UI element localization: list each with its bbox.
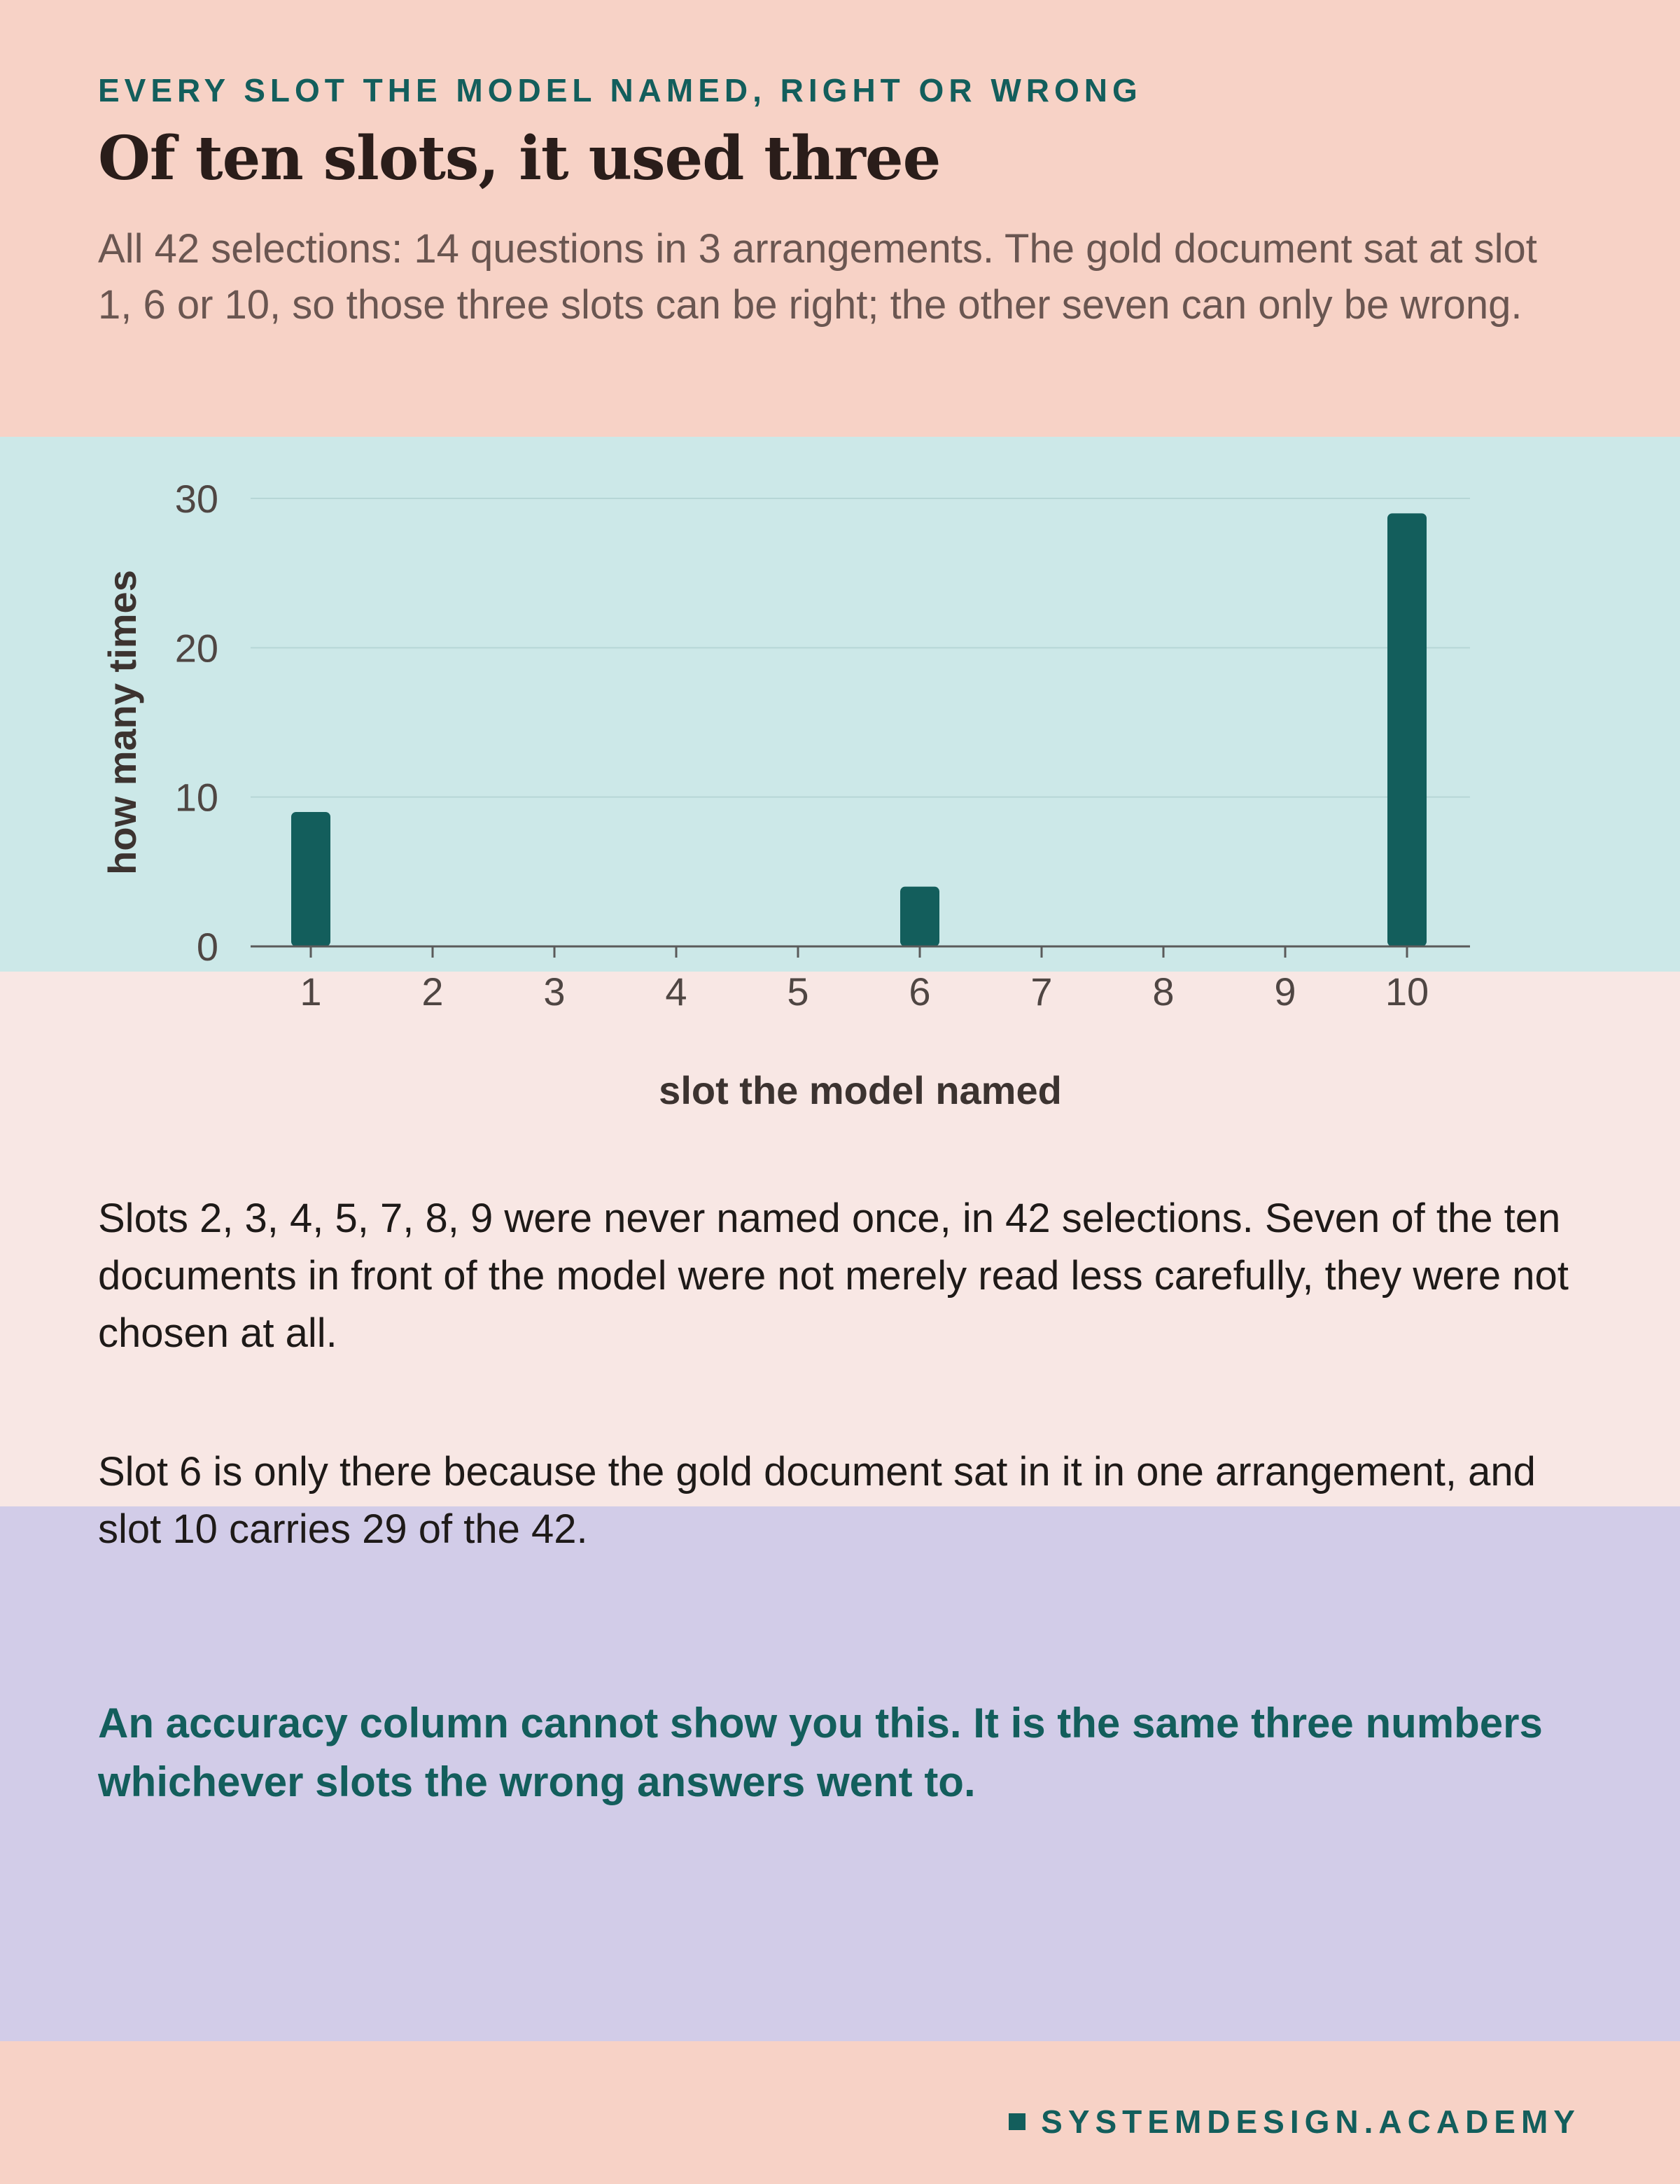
note-paragraph-2: Slot 6 is only there because the gold document sat in it in one arrangement, and slot 10 carries 29 of the 42.: [98, 1449, 1536, 1552]
bar-slot-1: [291, 812, 330, 946]
x-tick-label: 10: [1385, 969, 1429, 1014]
y-tick-labels: [175, 477, 218, 969]
x-tick-label: 2: [421, 969, 444, 1014]
x-tick-label: 9: [1274, 969, 1296, 1014]
y-tick-label: 0: [196, 925, 218, 969]
x-tick-label: 3: [543, 969, 566, 1014]
x-tick-label: 7: [1030, 969, 1053, 1014]
brand[interactable]: [1009, 2103, 1581, 2141]
subtitle: All 42 selections: 14 questions in 3 arrangements. The gold document sat at slot 1, 6 or 10, so those three slots can be right; the other seven can only be wrong.: [98, 226, 1537, 328]
grid-lines: [251, 498, 1470, 797]
bar-slot-10: [1387, 513, 1427, 946]
note-paragraph-1: Slots 2, 3, 4, 5, 7, 8, 9 were never named once, in 42 selections. Seven of the ten documents in front of the model were not merely read less carefully, they were not chosen at all.: [98, 1196, 1569, 1356]
x-tick-label: 8: [1152, 969, 1175, 1014]
bar-chart: [0, 437, 1680, 1137]
x-tick-label: 6: [909, 969, 931, 1014]
bar-slot-6: [900, 887, 939, 946]
x-tick-label: 4: [665, 969, 687, 1014]
page-title: Of ten slots, it used three: [98, 123, 941, 194]
x-tick-label: 5: [787, 969, 809, 1014]
y-axis-label: how many times: [100, 570, 144, 875]
brand-label: SYSTEMDESIGN.ACADEMY: [1041, 2104, 1581, 2140]
callout-text: An accuracy column cannot show you this. It is the same three numbers whichever slots the wrong answers went to.: [98, 1700, 1543, 1805]
y-tick-label: 20: [174, 626, 218, 671]
header-band: [0, 0, 1680, 437]
eyebrow: EVERY SLOT THE MODEL NAMED, RIGHT OR WRONG: [98, 72, 1142, 108]
y-tick-label: 10: [174, 775, 218, 820]
y-tick-label: 30: [174, 477, 218, 521]
brand-square-icon: [1009, 2113, 1026, 2130]
x-ticks: [300, 946, 1429, 1014]
x-axis-label: slot the model named: [659, 1068, 1062, 1112]
bars: [291, 513, 1427, 946]
x-tick-label: 1: [300, 969, 322, 1014]
